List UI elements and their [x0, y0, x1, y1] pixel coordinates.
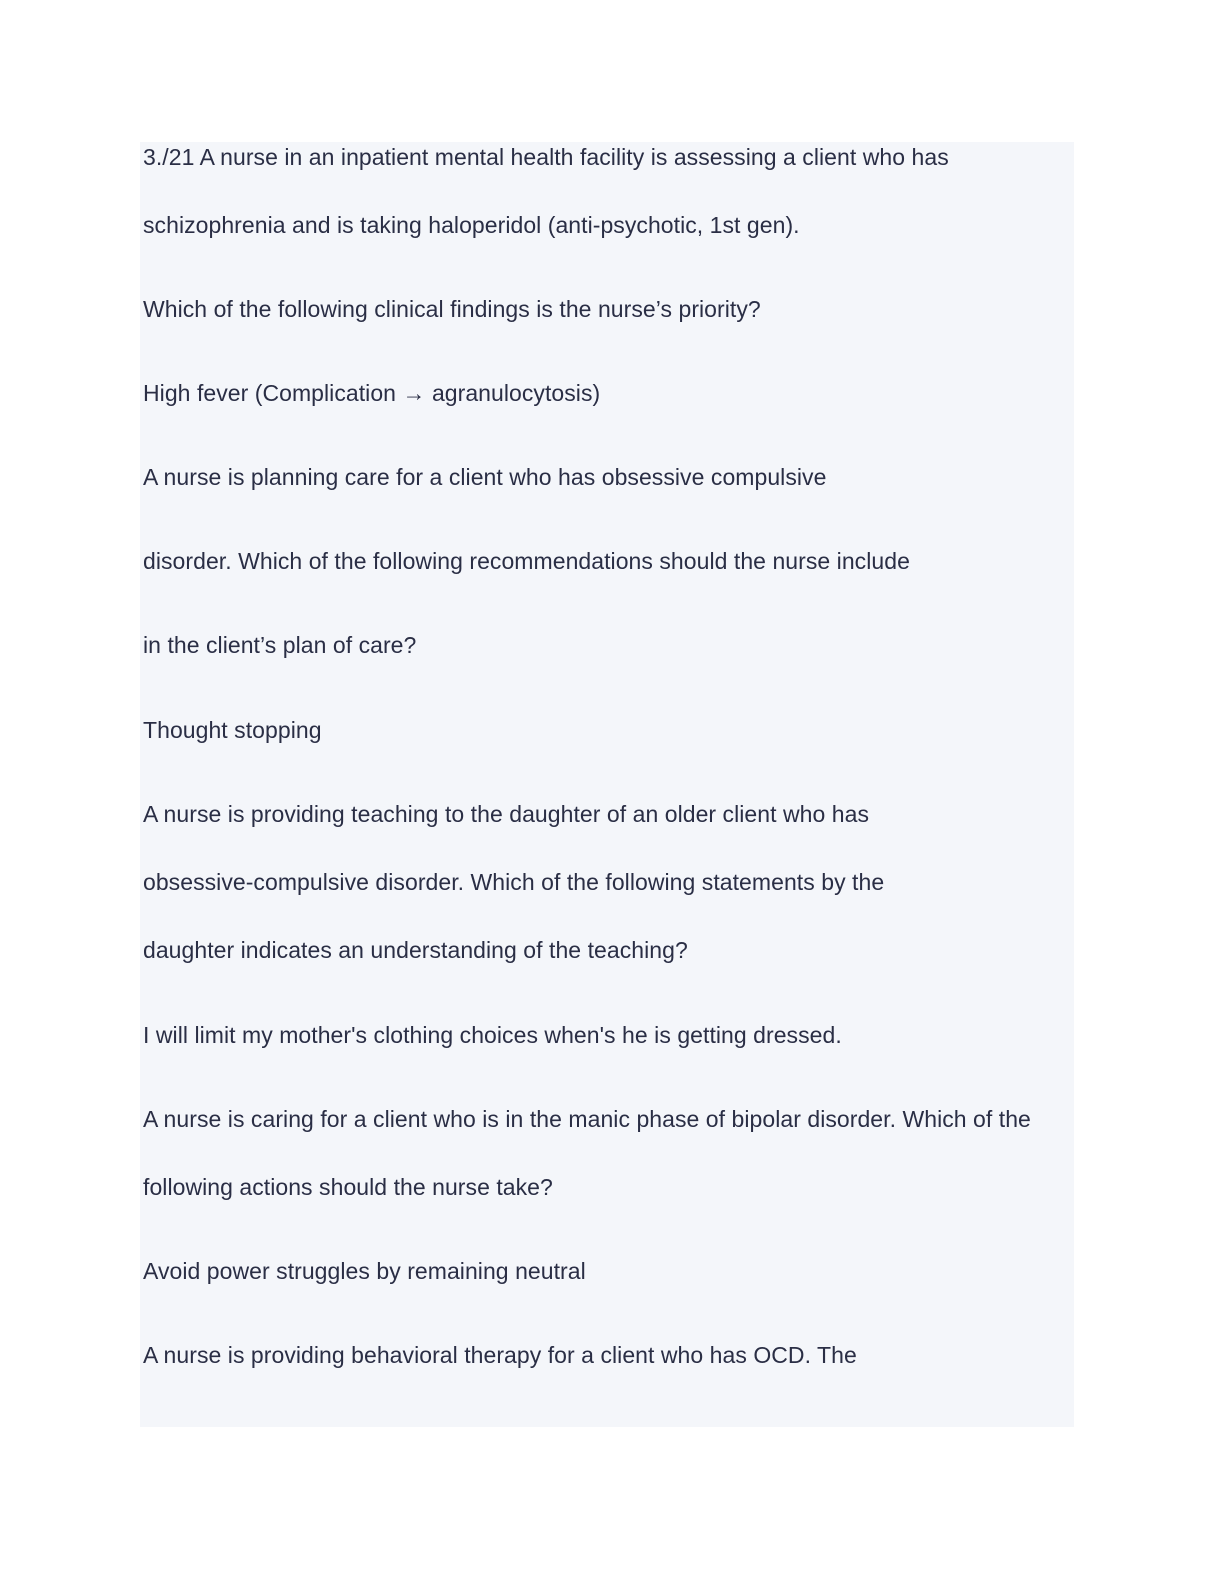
answer-1: High fever (Complication → agranulocytosis): [143, 380, 601, 406]
question-3-line-1: A nurse is providing teaching to the daughter of an older client who has: [143, 801, 870, 827]
question-3-line-2: obsessive-compulsive disorder. Which of the following statements by the: [143, 869, 885, 895]
question-2-line-3: in the client’s plan of care?: [143, 632, 417, 658]
question-4-line-2: following actions should the nurse take?: [143, 1174, 553, 1200]
answer-2: Thought stopping: [143, 717, 322, 743]
answer-4: Avoid power struggles by remaining neutral: [143, 1258, 586, 1284]
answer-3: I will limit my mother's clothing choices when's he is getting dressed.: [143, 1022, 842, 1048]
question-5-line-1: A nurse is providing behavioral therapy for a client who has OCD. The: [143, 1342, 857, 1368]
question-2-line-2: disorder. Which of the following recommendations should the nurse include: [143, 548, 910, 574]
question-1-line-3: Which of the following clinical findings is the nurse’s priority?: [143, 296, 761, 322]
question-2-line-1: A nurse is planning care for a client who has obsessive compulsive: [143, 464, 827, 490]
question-1-line-2: schizophrenia and is taking haloperidol (anti-psychotic, 1st gen).: [143, 212, 800, 238]
question-3-line-3: daughter indicates an understanding of the teaching?: [143, 937, 688, 963]
question-4-line-1: A nurse is caring for a client who is in the manic phase of bipolar disorder. Which of the: [143, 1106, 1031, 1132]
question-1-line-1: 3./21 A nurse in an inpatient mental health facility is assessing a client who has: [143, 144, 949, 170]
document-content-block: [140, 142, 1074, 1427]
